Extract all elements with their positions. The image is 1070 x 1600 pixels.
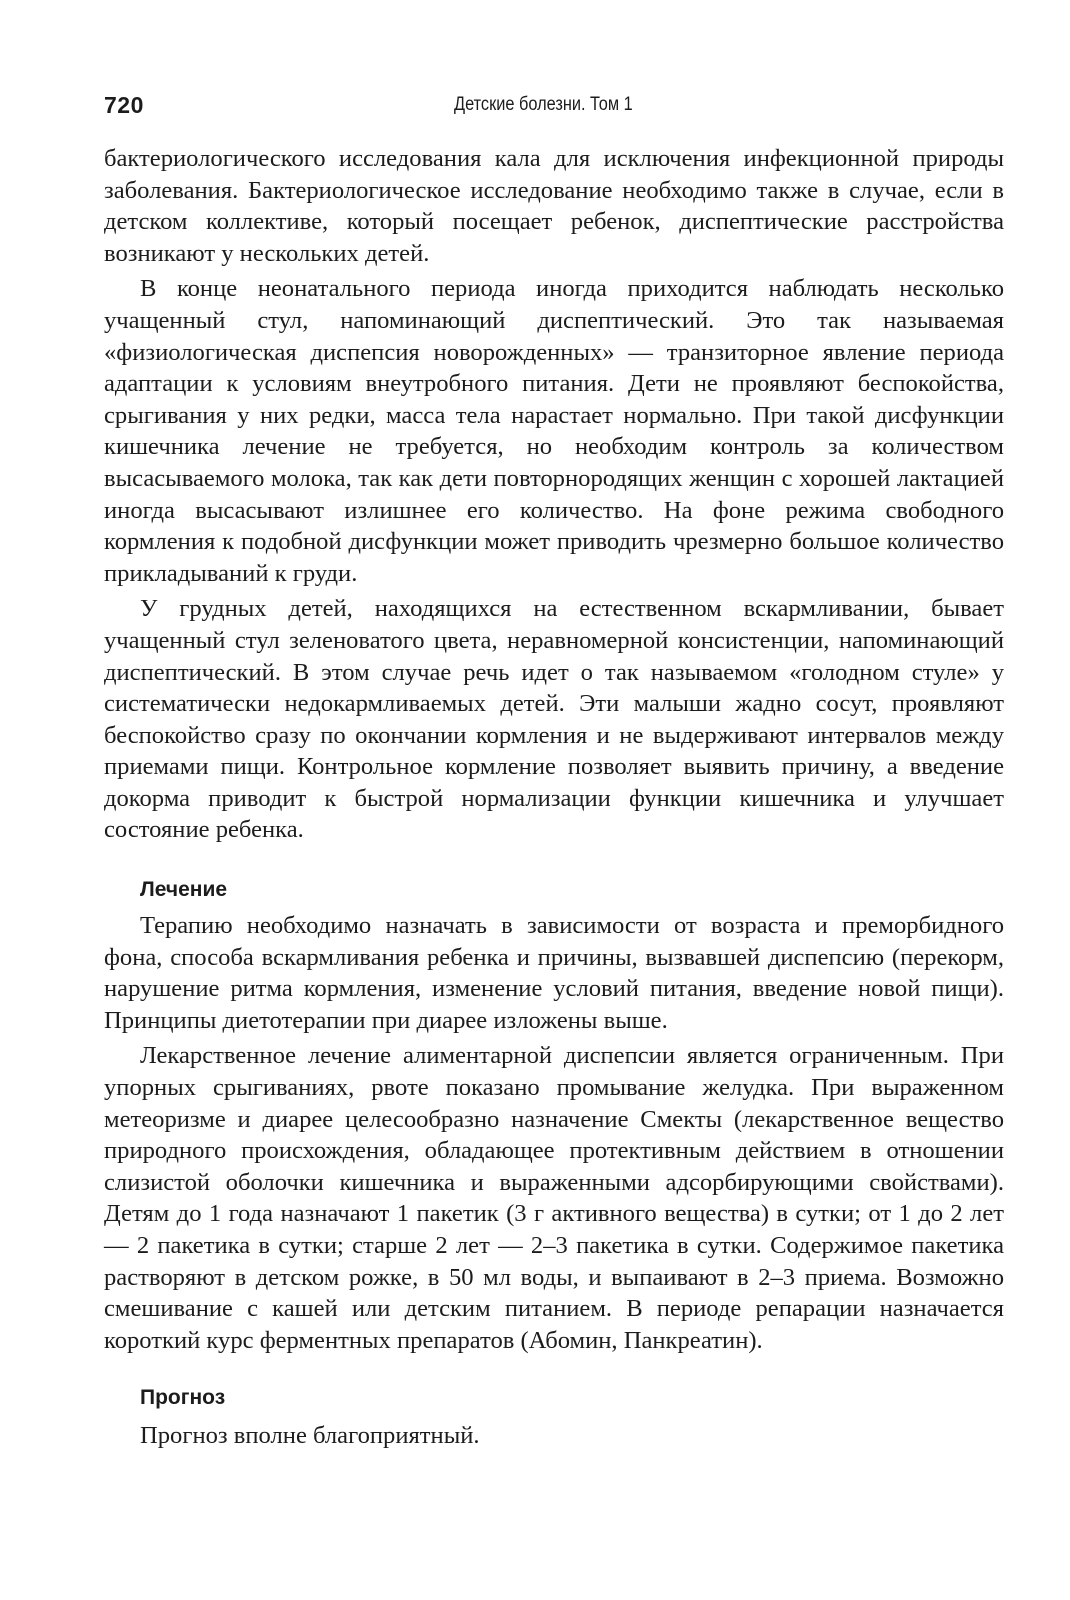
section-heading-treatment: Лечение (140, 878, 228, 902)
paragraph-prognosis: Прогноз вполне благоприятный. (140, 1422, 480, 1450)
paragraph-hungry-stool: У грудных детей, находящихся на естественном вскармливании, бывает учащенный стул зеленоватого цвета, неравномерной консистенции, напоминающий диспептический. В этом случае речь идет о так называемом «голодном стуле» у систематически недокармливаемых детей. Эти малыши жадно сосут, проявляют беспокойство сразу по окончании кормления и не выдерживают интервалов между приемами пищи. Контрольное кормление позволяет выявить причину, а введение докорма приводит к быстрой нормализации функции кишечника и улучшает состояние ребенка. (104, 595, 1004, 844)
paragraph-continued: бактериологического исследования кала для исключения инфекционной природы заболевания. Бактериологическое исследование необходимо также в случае, если в детском коллективе, который посещает ребенок, диспептические расстройства возникают у нескольких детей. (104, 145, 1004, 267)
section-heading-prognosis: Прогноз (140, 1386, 226, 1410)
body-text (104, 143, 1004, 1452)
page-number: 720 (104, 92, 144, 118)
paragraph-therapy: Терапию необходимо назначать в зависимости от возраста и преморбидного фона, способа вскармливания ребенка и причины, вызвавшей диспепсию (перекорм, нарушение ритма кормления, изменение условий питания, введение новой пищи). Принципы диетотерапии при диарее изложены выше. (104, 912, 1004, 1034)
running-head (104, 92, 1004, 122)
paragraph-drug-treatment: Лекарственное лечение алиментарной диспепсии является ограниченным. При упорных срыгиваниях, рвоте показано промывание желудка. При выраженном метеоризме и диарее целесообразно назначение Смекты (лекарственное вещество природного происхождения, обладающее протективным действием в отношении слизистой оболочки кишечника и выраженными адсорбирующими свойствами). Детям до 1 года назначают 1 пакетик (3 г активного вещества) в сутки; от 1 до 2 лет — 2 пакетика в сутки; старше 2 лет — 2–3 пакетика в сутки. Содержимое пакетика растворяют в детском рожке, в 50 мл воды, и выпаивают в 2–3 приема. Возможно смешивание с кашей или детским питанием. В периоде репарации назначается короткий курс ферментных препаратов (Абомин, Панкреатин). (104, 1042, 1004, 1354)
book-title: Детские болезни. Том 1 (454, 94, 633, 115)
paragraph-physiological-dyspepsia: В конце неонатального периода иногда приходится наблюдать несколько учащенный стул, напоминающий диспептический. Это так называемая «физиологическая диспепсия новорожденных» — транзиторное явление периода адаптации к условиям внеутробного питания. Дети не проявляют беспокойства, срыгивания у них редки, масса тела нарастает нормально. При такой дисфункции кишечника лечение не требуется, но необходим контроль за количеством высасываемого молока, так как дети повторнородящих женщин с хорошей лактацией иногда высасывают излишнее его количество. На фоне режима свободного кормления к подобной дисфункции может приводить чрезмерно большое количество прикладываний к груди. (104, 275, 1004, 587)
